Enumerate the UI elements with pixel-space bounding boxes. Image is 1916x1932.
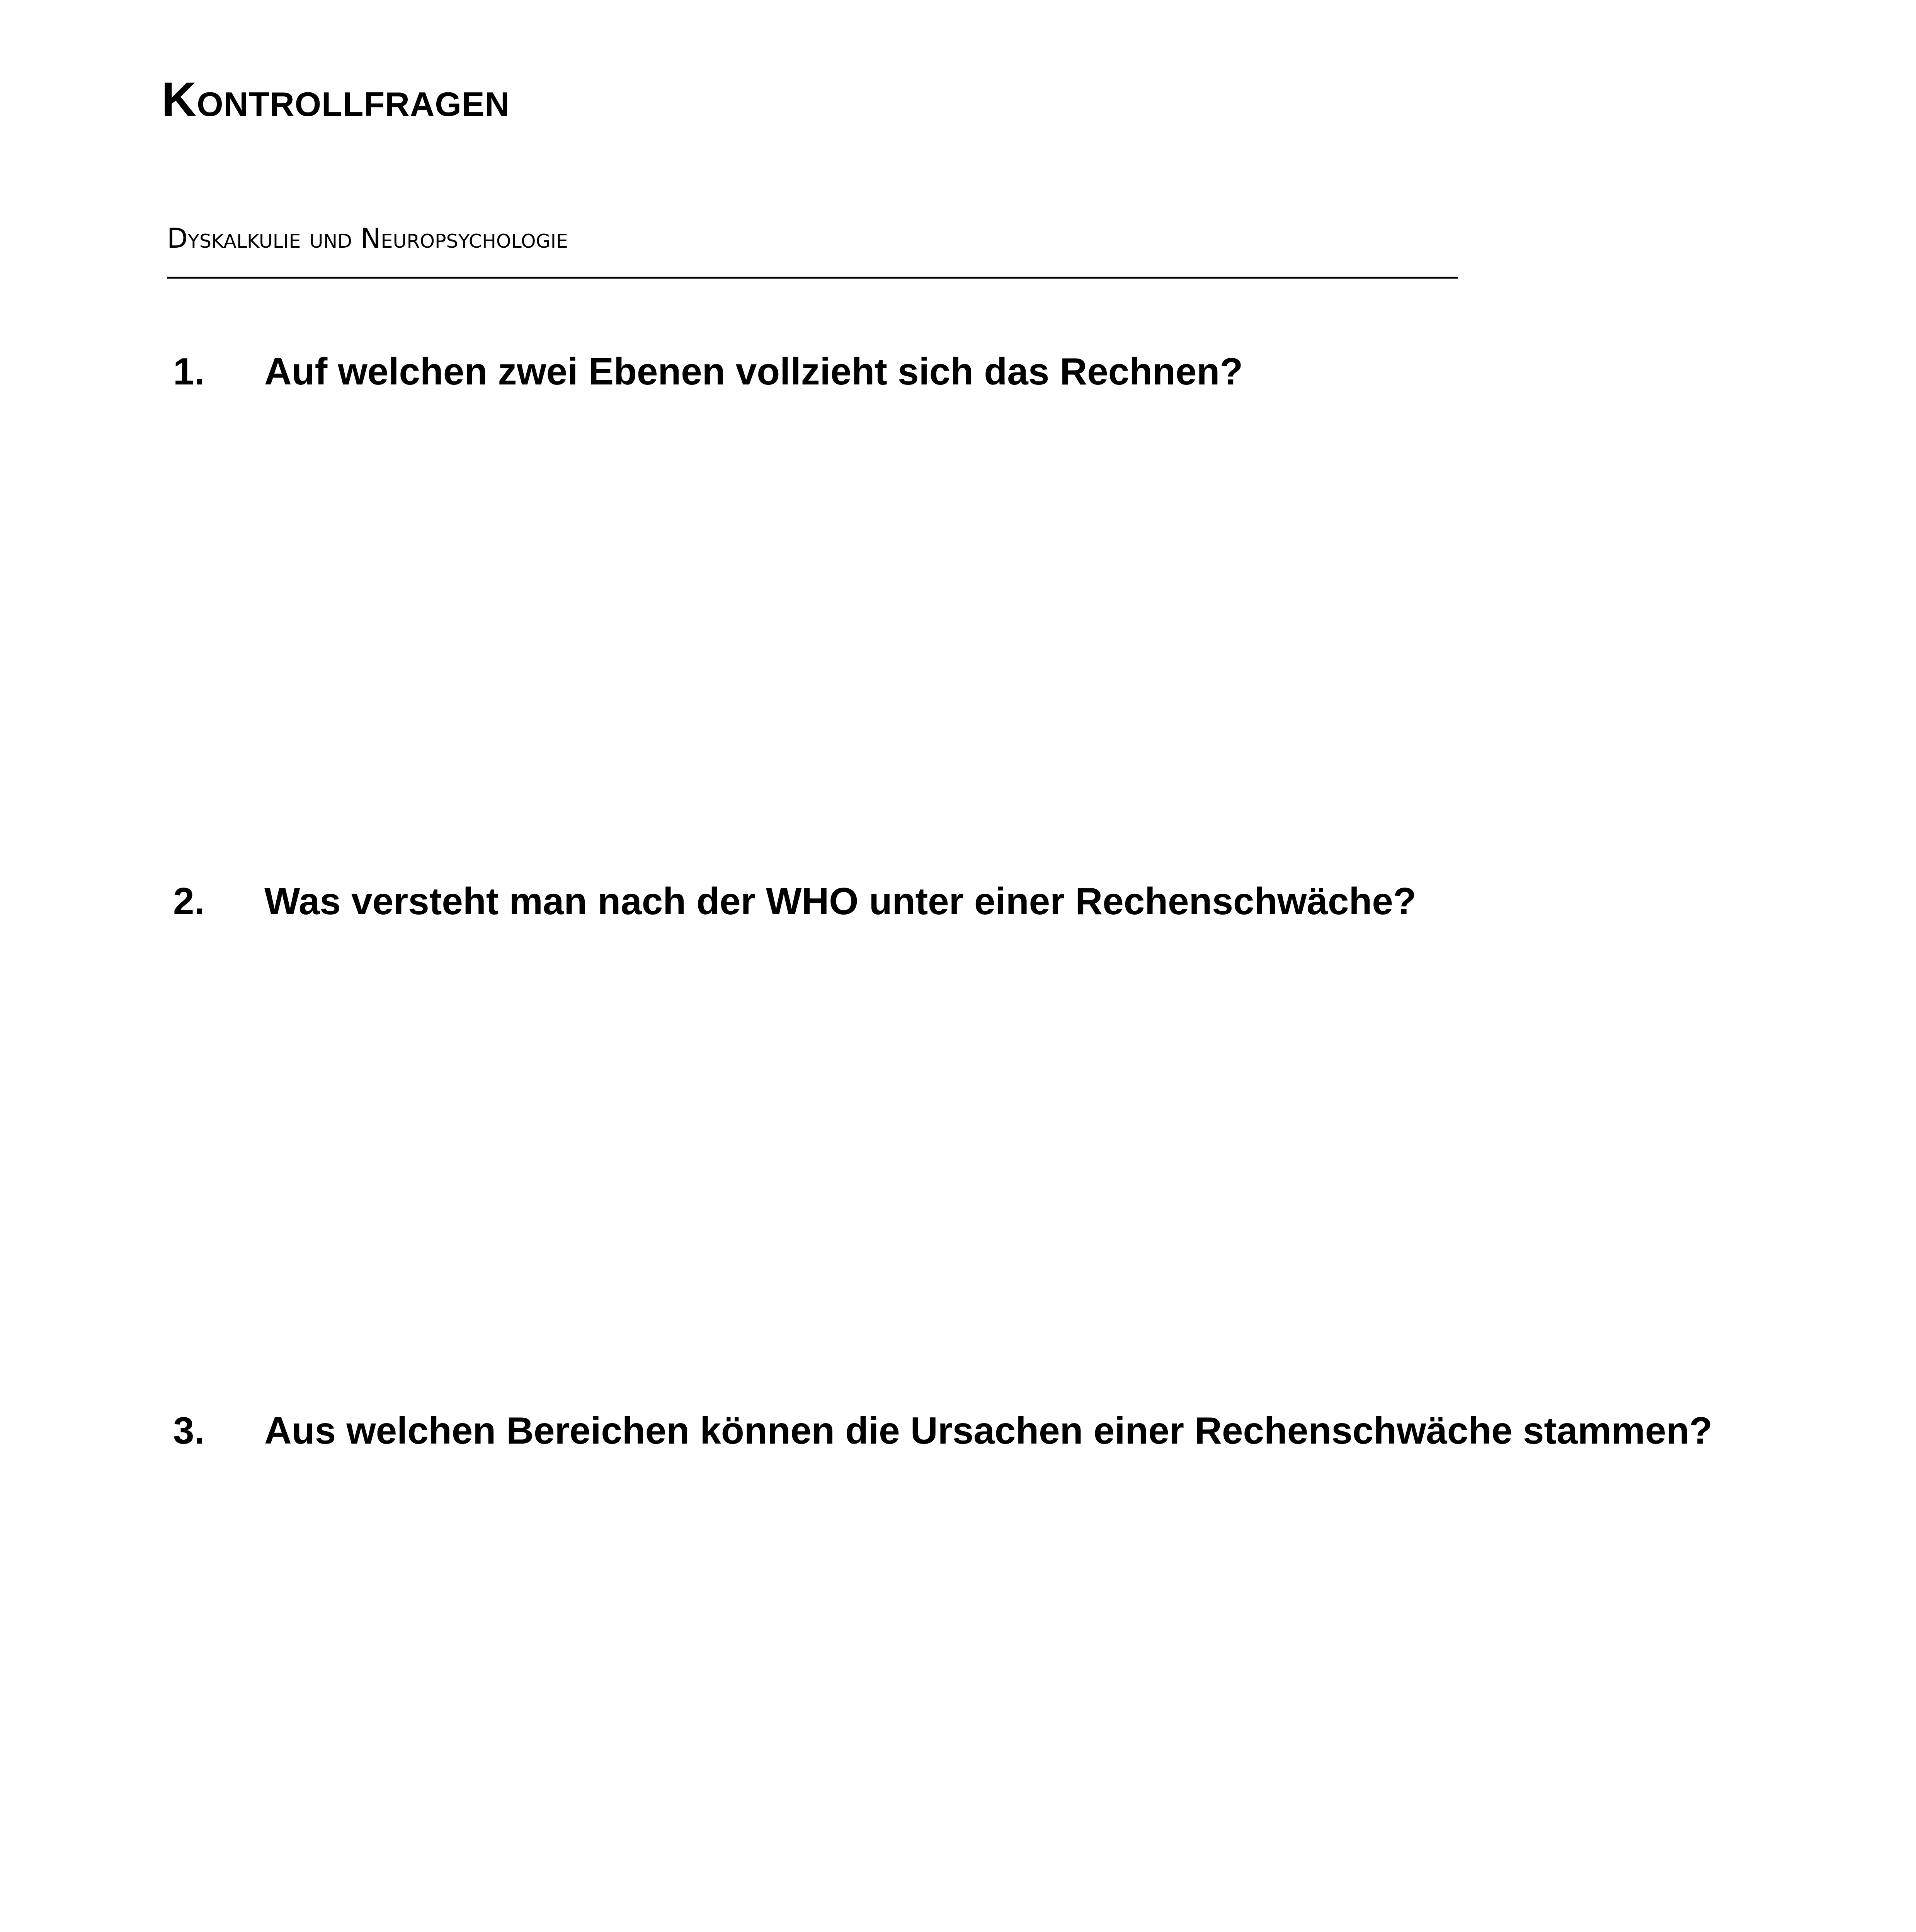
question-text: Was versteht man nach der WHO unter einer Rechenschwäche?: [264, 880, 1416, 922]
section-subtitle: Dyskalkulie und Neuropsychologie: [167, 223, 568, 254]
question-text: Auf welchen zwei Ebenen vollzieht sich das Rechnen?: [264, 350, 1243, 393]
header-divider: [167, 277, 1458, 279]
page-title: Kontrollfragen: [162, 73, 510, 126]
question-number: 1.: [173, 350, 205, 393]
question-text: Aus welchen Bereichen können die Ursachen einer Rechenschwäche stammen?: [264, 1409, 1713, 1452]
question-number: 2.: [173, 880, 205, 922]
question-number: 3.: [173, 1409, 205, 1452]
